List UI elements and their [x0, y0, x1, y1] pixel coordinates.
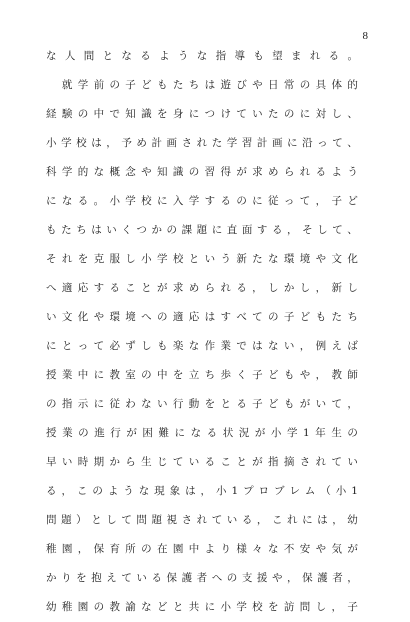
text-line: 問 題 ） と し て 問 題 視 さ れ て い る ， こ れ に は ， 幼 — [46, 514, 358, 526]
text-line: の 指 示 に 従 わ な い 行 動 を と る 子 ど も が い て ， — [46, 398, 358, 410]
text-line: へ 適 応 す る こ と が 求 め ら れ る ， し か し ， 新 し — [46, 282, 358, 294]
text-line: そ れ を 克 服 し 小 学 校 と い う 新 た な 環 境 や 文 化 — [46, 253, 358, 265]
text-line: 小 学 校 は ， 予 め 計 画 さ れ た 学 習 計 画 に 沿 っ て 、 — [46, 137, 358, 149]
text-line: な 人 間 と な る よ う な 指 導 も 望 ま れ る 。 — [46, 50, 358, 62]
body-text — [46, 42, 358, 622]
text-line: い 文 化 や 環 境 へ の 適 応 は す べ て の 子 ど も た ち — [46, 311, 358, 323]
text-line: 稚 園 ， 保 育 所 の 在 園 中 よ り 様 々 な 不 安 や 気 が — [46, 543, 358, 555]
text-line: る ， こ の よ う な 現 象 は ， 小 1 プ ロ ブ レ ム （ 小 1 — [46, 485, 358, 497]
text-line: か り を 抱 え て い る 保 護 者 へ の 支 援 や ， 保 護 者 ， — [46, 572, 358, 584]
text-line: も た ち は い く つ か の 課 題 に 直 面 す る ， そ し て 、 — [46, 224, 358, 236]
text-line: に な る 。 小 学 校 に 入 学 す る の に 従 っ て ， 子 ど — [46, 195, 358, 207]
text-line: 幼 稚 園 の 教 諭 な ど と 共 に 小 学 校 を 訪 問 し ， 子 — [46, 601, 358, 613]
text-line: 授 業 の 進 行 が 困 難 に な る 状 況 が 小 学 1 年 生 の — [46, 427, 358, 439]
text-line: 授 業 中 に 教 室 の 中 を 立 ち 歩 く 子 ど も や ， 教 師 — [46, 369, 358, 381]
text-line: 早 い 時 期 か ら 生 じ て い る こ と が 指 摘 さ れ て い — [46, 456, 358, 468]
text-line: 経 験 の 中 で 知 識 を 身 に つ け て い た の に 対 し 、 — [46, 108, 358, 120]
text-line: 就 学 前 の 子 ど も た ち は 遊 び や 日 常 の 具 体 的 — [61, 79, 358, 91]
page-number: 8 — [362, 30, 368, 42]
text-line: に と っ て 必 ず し も 楽 な 作 業 で は な い ， 例 え ば — [46, 340, 358, 352]
text-line: 科 学 的 な 概 念 や 知 識 の 習 得 が 求 め ら れ る よ う — [46, 166, 358, 178]
